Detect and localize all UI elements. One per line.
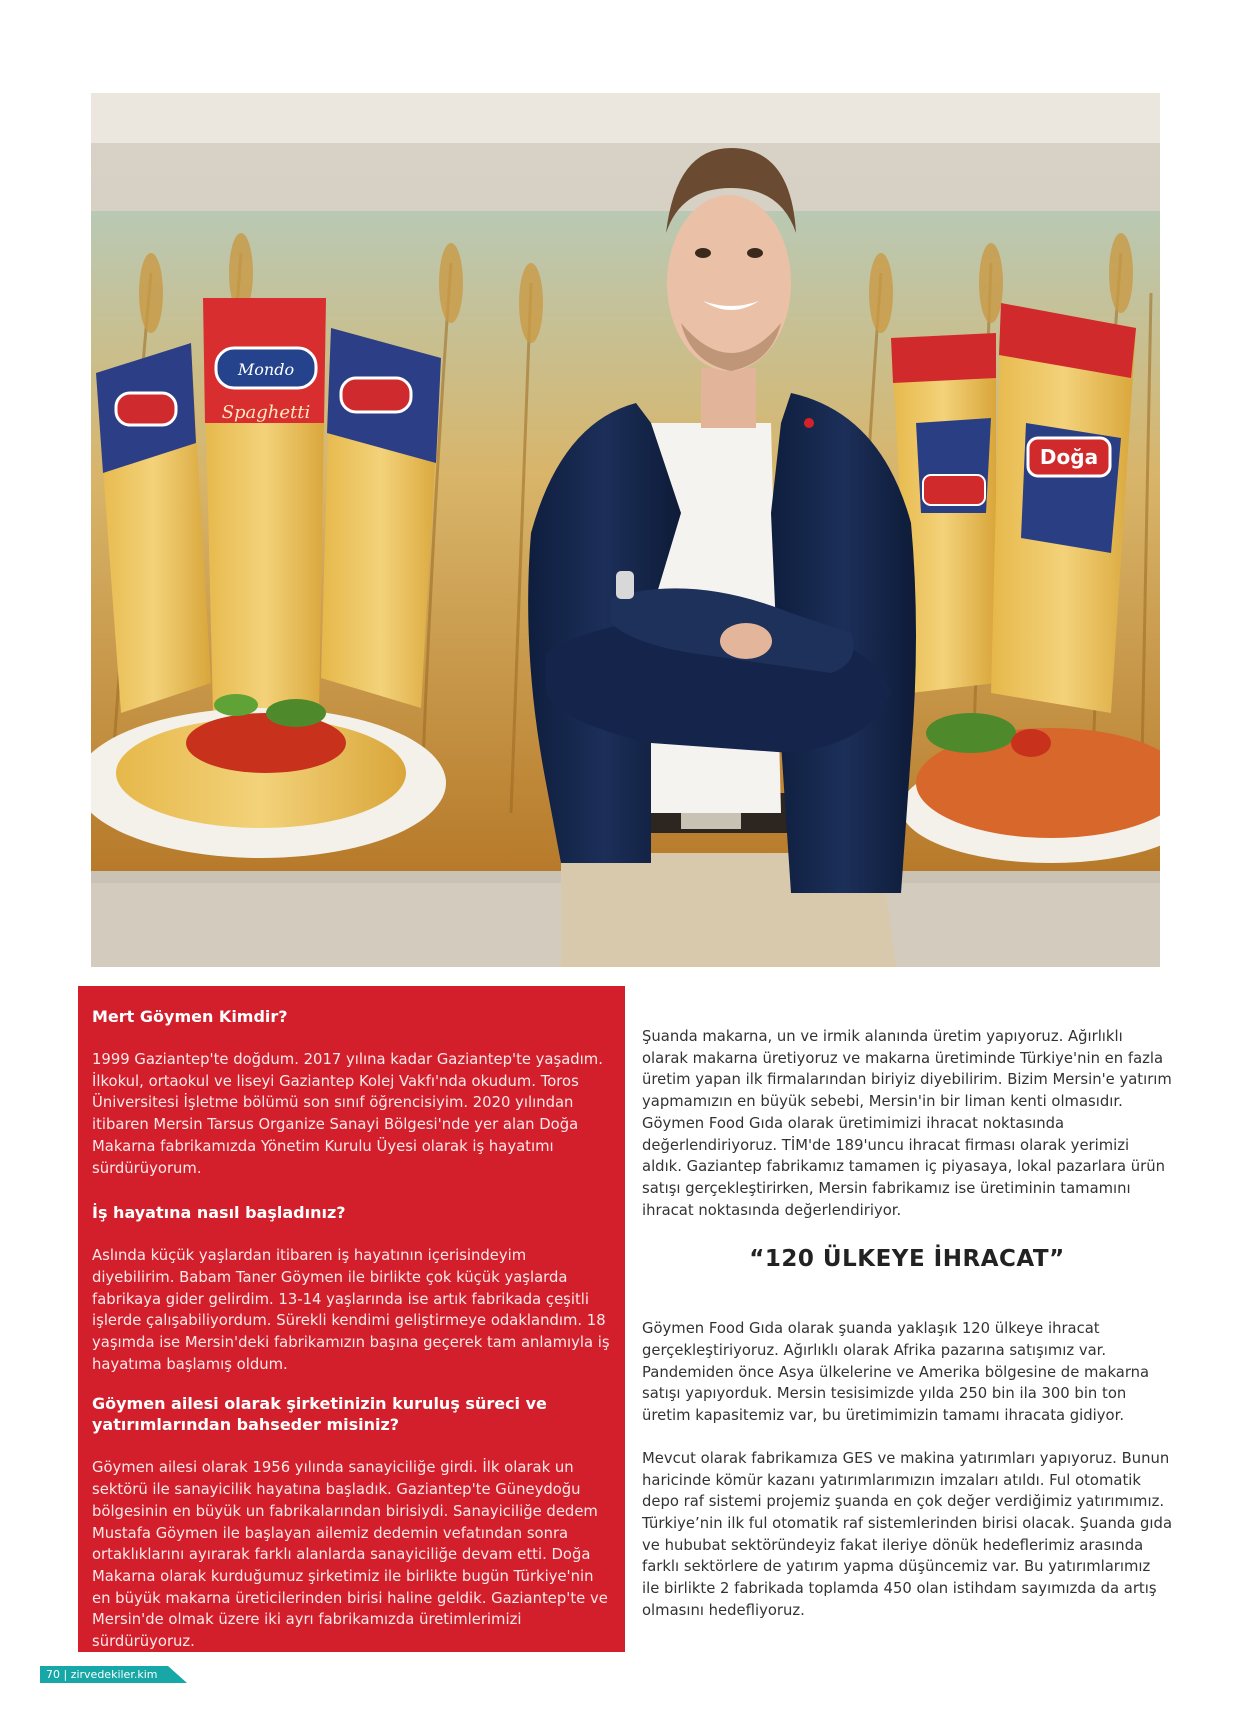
- question-family-company: Göymen ailesi olarak şirketinizin kuruluş süreci ve yatırımlarından bahseder misiniz?: [92, 1394, 547, 1435]
- question-who-is: Mert Göymen Kimdir?: [92, 1007, 288, 1026]
- paragraph-export: Göymen Food Gıda olarak şuanda yaklaşık 120 ülkeye ihracat gerçekleştiriyoruz. Ağırlıklı olarak Afrika pazarına satışımız var. Pandemiden önce Asya ülkelerine ve Amerika bölgesine de makarna satışı yapıyorduk. Mersin tesisimizde yılda 250 bin ila 300 bin ton üretim kapasitemiz var, bu üretimimizin tamamı ihracata gidiyor.: [642, 1320, 1150, 1425]
- paragraph-investments: Mevcut olarak fabrikamıza GES ve makina yatırımları yapıyoruz. Bunun haricinde kömür kazanı yatırımlarımızın imzaları atıldı. Ful otomatik depo raf sistemi projemiz şuanda en çok değer verdiğimiz yatırımımız. Türkiye’nin ilk ful otomatik raf sistemlerinden birisi olacak. Şuanda gıda ve hububat sektöründeyiz fakat ileriye dönük hedeflerimiz arasında farklı sektörlere de yatırım yapma düşüncemiz var. Bu yatırımlarımız ile birlikte 2 fabrikada toplamda 450 olan istihdam sayımızda da artış olmasını hedefliyoruz.: [642, 1449, 1173, 1619]
- page-footer: [40, 1666, 187, 1683]
- article-body: [642, 1026, 1172, 1621]
- cover-photo: [91, 93, 1160, 967]
- answer-career-start: Aslında küçük yaşlardan itibaren iş hayatının içerisindeyim diyebilirim. Babam Taner Göymen ile birlikte çok küçük yaşlarda fabrikaya gider gelirdim. 13-14 yaşlarında ise artık fabrikada çeşitli işlerde çalışabiliyordum. Sürekli kendimi geliştirmeye odaklandım. 18 yaşımda ise Mersin'deki fabrikamızın başına geçerek tam anlamıyla iş hayatıma başlamış oldum.: [92, 1247, 610, 1373]
- pasta-package-right-of-left: [321, 328, 441, 708]
- pasta-package-center: [203, 298, 326, 713]
- question-career-start: İş hayatına nasıl başladınız?: [92, 1203, 346, 1223]
- section-heading-export: “120 ÜLKEYE İHRACAT”: [749, 1246, 1065, 1273]
- page-number-label: 70 | zirvedekiler.kim: [46, 1668, 158, 1681]
- brand-right-text: Doğa: [1039, 445, 1099, 469]
- brand-left-text: Mondo: [237, 360, 295, 379]
- answer-family-company: Göymen ailesi olarak 1956 yılında sanayiciliğe girdi. İlk olarak un sektörü ile sanayicilik hayatına başladık. Gaziantep'te Güneydoğu bölgesinin en büyük un fabrikalarından birisiydi. Sanayiciliğe dedem Mustafa Göymen ile başlayan ailemiz dedemin vefatından sonra ortaklıklarını ayırarak farklı alanlarda sanayiciliğe devam etti. Doğa Makarna olarak kurduğumuz şirketimiz ile birlikte bugün Türkiye'nin en büyük makarna üreticilerinden birisi haline geldik. Gaziantep'te ve Mersin'de olmak üzere iki ayrı fabrikamızda üretimlerimizi sürdürüyoruz.: [92, 1459, 608, 1651]
- pasta-package-doga-right: [991, 303, 1136, 713]
- product-left-text: Spaghetti: [221, 402, 311, 423]
- paragraph-production: Şuanda makarna, un ve irmik alanında üretim yapıyoruz. Ağırlıklı olarak makarna üretiyoruz ve makarna üretiminde Türkiye'nin en fazla üretim yapan ilk firmalarından biriyiz diyebilirim. Bizim Mersin'e yatırım yapmamızın en büyük sebebi, Mersin'in bir liman kenti olmasıdır. Göymen Food Gıda olarak üretimimizi ihracat noktasında değerlendiriyoruz. TİM'de 189'uncu ihracat firması olarak yerimizi aldık. Gaziantep fabrikamız tamamen iç piyasaya, lokal pazarlara ürün satışı gerçekleştirirken, Mersin fabrikamız ise üretiminin tamamını ihracat noktasında değerlendiriyor.: [642, 1028, 1172, 1219]
- answer-who-is: 1999 Gaziantep'te doğdum. 2017 yılına kadar Gaziantep'te yaşadım. İlkokul, ortaokul ve liseyi Gaziantep Kolej Vakfı'nda okudum. Toros Üniversitesi İşletme bölümü son sınıf öğrencisiyim. 2020 yılından itibaren Mersin Tarsus Organize Sanayi Bölgesi'nde yer alan Doğa Makarna fabrikamızda Yönetim Kurulu Üyesi olarak iş hayatımı sürdürüyorum.: [92, 1051, 603, 1177]
- profile-sidebar: [78, 986, 625, 1652]
